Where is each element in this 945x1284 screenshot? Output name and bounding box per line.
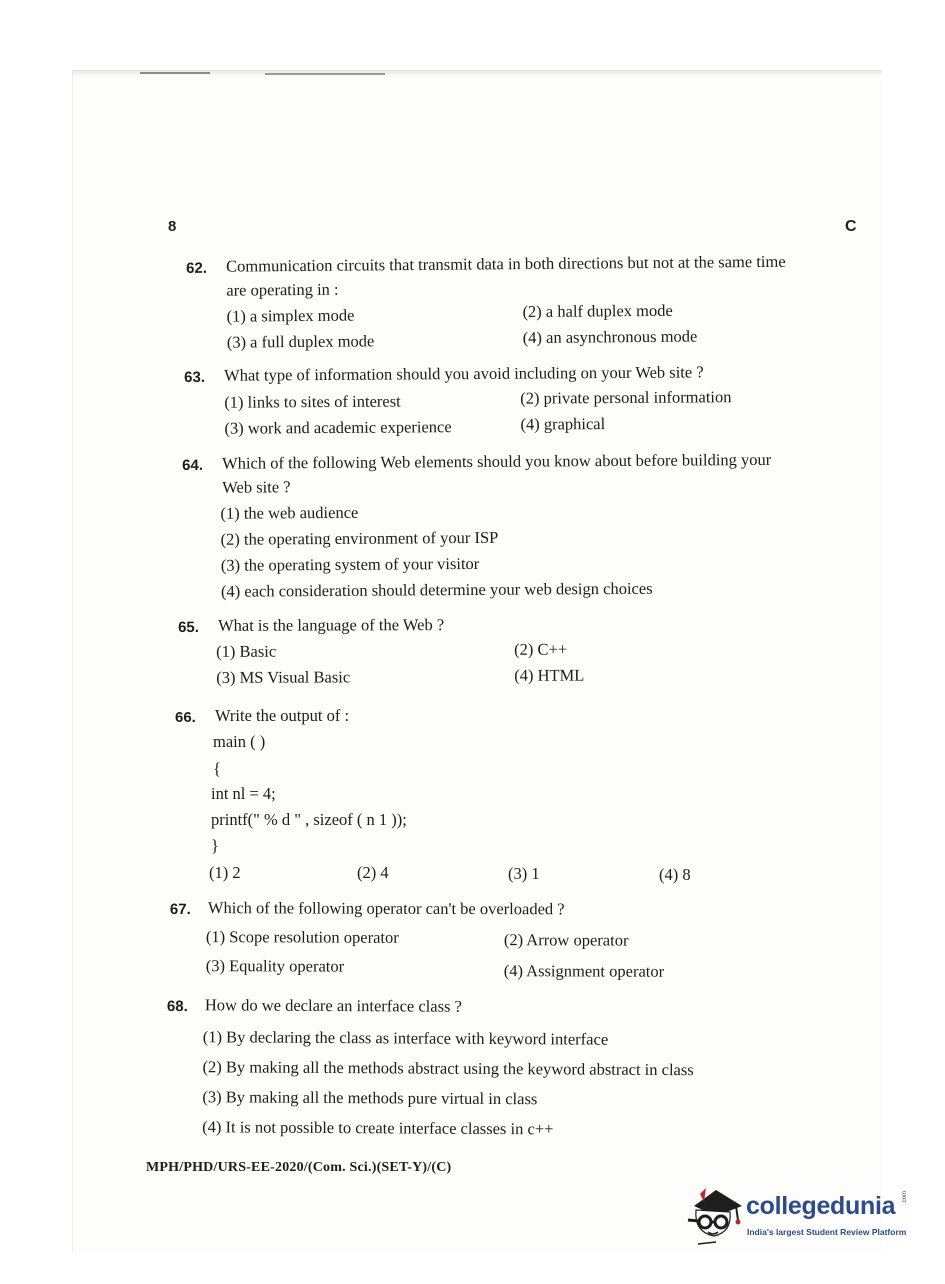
question-text: How do we declare an interface class ? xyxy=(204,995,462,1016)
option-3: (3) a full duplex mode xyxy=(226,331,375,352)
option-3: (3) Equality operator xyxy=(205,956,345,976)
option-4: (4) HTML xyxy=(514,665,585,685)
option-3: (3) By making all the methods pure virtual in class xyxy=(202,1087,538,1109)
scan-mark xyxy=(140,72,210,74)
question-text: What type of information should you avoid including on your Web site ? xyxy=(224,362,704,385)
code-line: } xyxy=(211,836,219,855)
option-2: (2) a half duplex mode xyxy=(522,300,673,322)
logo-tagline: India's largest Student Review Platform xyxy=(747,1227,907,1237)
logo-wordmark: collegedunia xyxy=(746,1192,896,1220)
option-4: (4) Assignment operator xyxy=(503,961,665,981)
question-text: Which of the following Web elements should you know about before building your xyxy=(222,449,772,473)
option-4: (4) It is not possible to create interface classes in c++ xyxy=(202,1117,554,1139)
question-number: 65. xyxy=(178,618,199,636)
option-1: (1) By declaring the class as interface with keyword interface xyxy=(202,1027,609,1049)
page-number: 8 xyxy=(168,218,177,235)
option-2: (2) By making all the methods abstract using the keyword abstract in class xyxy=(202,1057,694,1080)
option-2: (2) C++ xyxy=(514,639,568,659)
collegedunia-logo[interactable] xyxy=(686,1186,916,1256)
option-3: (3) the operating system of your visitor xyxy=(220,553,480,575)
option-2: (2) 4 xyxy=(357,863,389,882)
question-number: 62. xyxy=(186,259,208,277)
code-line: printf(" % d " , sizeof ( n 1 )); xyxy=(211,810,407,829)
option-4: (4) graphical xyxy=(520,414,606,434)
option-4: (4) 8 xyxy=(659,865,691,884)
footer-exam-code: MPH/PHD/URS-EE-2020/(Com. Sci.)(SET-Y)/(C) xyxy=(146,1160,452,1175)
question-number: 68. xyxy=(166,997,188,1016)
question-text: are operating in : xyxy=(226,279,339,300)
option-2: (2) private personal information xyxy=(520,387,732,408)
option-2: (2) the operating environment of your ISP xyxy=(220,527,499,549)
option-3: (3) 1 xyxy=(508,864,540,883)
option-4: (4) an asynchronous mode xyxy=(522,326,698,348)
option-1: (1) 2 xyxy=(209,863,241,882)
option-4: (4) each consideration should determine your web design choices xyxy=(220,578,653,601)
set-code: C xyxy=(845,218,857,235)
question-number: 63. xyxy=(184,368,206,386)
option-3: (3) work and academic experience xyxy=(224,417,452,438)
question-text: Write the output of : xyxy=(215,706,350,725)
question-number: 64. xyxy=(182,456,204,474)
option-1: (1) Basic xyxy=(216,641,277,661)
logo-domain-suffix: .com xyxy=(902,1190,908,1204)
question-text: Web site ? xyxy=(222,477,291,497)
question-text: Which of the following operator can't be overloaded ? xyxy=(207,898,565,919)
question-number: 67. xyxy=(169,900,191,919)
logo-mascot-icon xyxy=(686,1186,744,1248)
code-line: { xyxy=(213,759,221,778)
option-3: (3) MS Visual Basic xyxy=(216,667,351,687)
scan-mark xyxy=(265,73,385,75)
option-1: (1) links to sites of interest xyxy=(224,391,401,412)
code-line: int nl = 4; xyxy=(211,784,276,803)
question-text: What is the language of the Web ? xyxy=(218,615,445,635)
option-1: (1) a simplex mode xyxy=(226,305,355,326)
question-text: Communication circuits that transmit data in both directions but not at the same time xyxy=(226,251,786,276)
code-line: main ( ) xyxy=(213,732,266,751)
option-1: (1) the web audience xyxy=(220,502,359,523)
option-2: (2) Arrow operator xyxy=(503,930,629,950)
option-1: (1) Scope resolution operator xyxy=(205,927,399,947)
question-number: 66. xyxy=(175,709,196,726)
